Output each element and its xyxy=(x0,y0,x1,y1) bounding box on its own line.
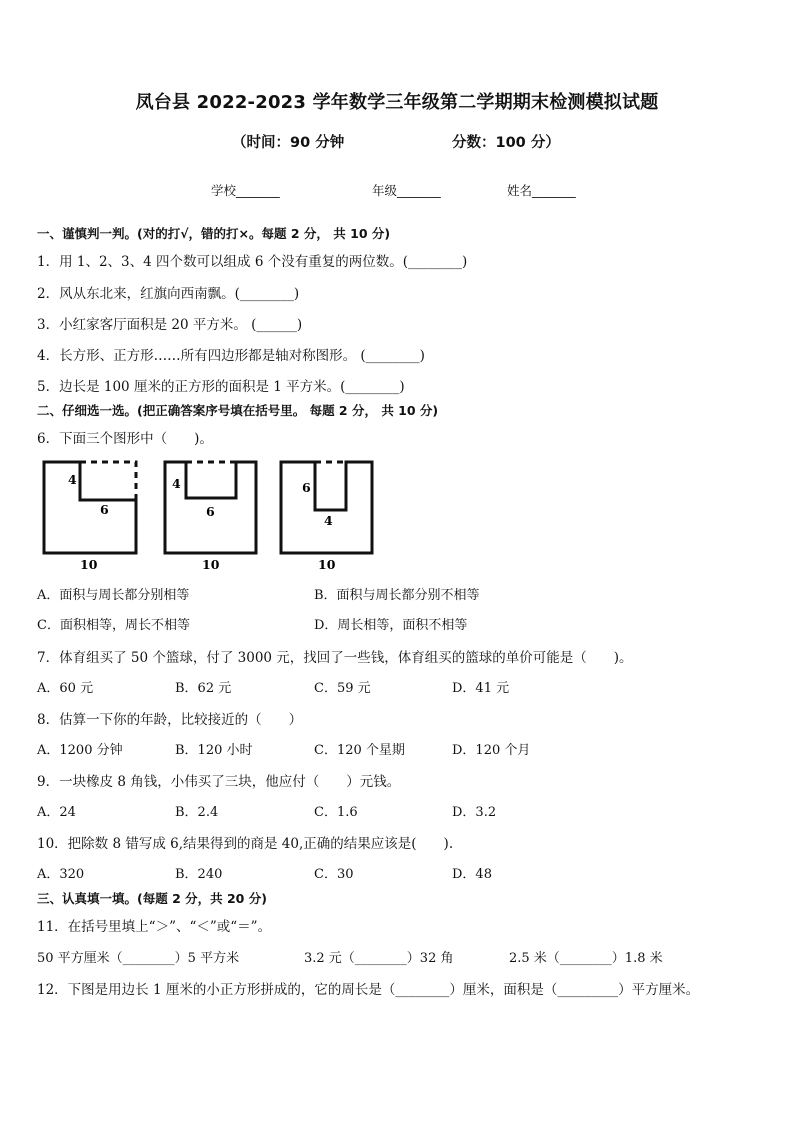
question-8-option-d: D．120 个月 xyxy=(452,743,531,758)
figure-2 xyxy=(165,462,256,572)
figure-3-side-label: 6 xyxy=(302,480,311,495)
question-10-option-a: A．320 xyxy=(37,867,85,882)
figure-1 xyxy=(44,462,136,572)
figure-1-base-label: 10 xyxy=(80,557,98,572)
question-7: 7．体育组买了 50 个篮球，付了 3000 元，找回了一些钱，体育组买的篮球的单价可能是（ )。 xyxy=(37,650,633,666)
question-6-option-d: D．周长相等，面积不相等 xyxy=(314,618,468,633)
question-6-figures xyxy=(30,455,390,575)
question-9-option-d: D．3.2 xyxy=(452,805,497,820)
question-8-option-b: B．120 小时 xyxy=(175,743,253,758)
question-4: 4．长方形、正方形……所有四边形都是轴对称图形。 (________) xyxy=(37,348,425,364)
figure-2-base-label: 10 xyxy=(202,557,220,572)
question-8-option-a: A．1200 分钟 xyxy=(37,743,123,758)
section2-heading: 二、仔细选一选。(把正确答案序号填在括号里。 每题 2 分， 共 10 分) xyxy=(37,403,439,418)
question-8: 8．估算一下你的年龄，比较接近的（ ） xyxy=(37,712,303,728)
question-9-option-c: C．1.6 xyxy=(314,805,358,820)
question-10-option-d: D．48 xyxy=(452,867,492,882)
question-11-item-3: 2.5 米（________）1.8 米 xyxy=(509,951,663,966)
question-10-option-b: B．240 xyxy=(175,867,223,882)
question-6: 6．下面三个图形中（ )。 xyxy=(37,431,213,447)
question-6-option-a: A．面积与周长都分别相等 xyxy=(37,588,190,603)
school-field: 学校_______ xyxy=(211,183,280,198)
figure-1-side-label: 4 xyxy=(68,472,77,487)
question-10: 10．把除数 8 错写成 6,结果得到的商是 40,正确的结果应该是( ). xyxy=(37,836,454,852)
question-7-option-c: C．59 元 xyxy=(314,681,371,696)
question-6-option-c: C．面积相等，周长不相等 xyxy=(37,618,190,633)
question-9-option-b: B．2.4 xyxy=(175,805,219,820)
name-field: 姓名_______ xyxy=(507,183,576,198)
section3-heading: 三、认真填一填。(每题 2 分，共 20 分) xyxy=(37,891,267,906)
question-11-item-2: 3.2 元（________）32 角 xyxy=(304,951,454,966)
question-7-option-d: D．41 元 xyxy=(452,681,510,696)
figure-3-bottom-label: 4 xyxy=(324,513,333,528)
time-label: （时间：90 分钟 xyxy=(232,135,345,151)
score-label: 分数：100 分） xyxy=(452,135,560,151)
question-11-item-1: 50 平方厘米（________）5 平方米 xyxy=(37,951,240,966)
question-2: 2．风从东北来，红旗向西南飘。(________) xyxy=(37,286,300,302)
question-3: 3．小红家客厅面积是 20 平方米。 (______) xyxy=(37,317,303,333)
figure-2-bottom-label: 6 xyxy=(206,504,215,519)
figure-1-bottom-label: 6 xyxy=(100,502,109,517)
grade-field: 年级_______ xyxy=(372,183,441,198)
question-11: 11．在括号里填上“＞”、“＜”或“＝”。 xyxy=(37,919,272,935)
question-9-option-a: A．24 xyxy=(37,805,76,820)
figure-2-side-label: 4 xyxy=(172,476,181,491)
question-6-option-b: B．面积与周长都分别不相等 xyxy=(314,588,480,603)
section1-heading: 一、谨慎判一判。(对的打√，错的打×。每题 2 分， 共 10 分) xyxy=(37,226,391,241)
question-12: 12．下图是用边长 1 厘米的小正方形拼成的，它的周长是（________）厘米，面积是（_________）平方厘米。 xyxy=(37,982,700,998)
question-7-option-a: A．60 元 xyxy=(37,681,94,696)
question-1: 1．用 1、2、3、4 四个数可以组成 6 个没有重复的两位数。(________) xyxy=(37,254,468,270)
question-5: 5．边长是 100 厘米的正方形的面积是 1 平方米。(________) xyxy=(37,379,405,395)
figure-3 xyxy=(281,462,372,572)
page-title: 凤台县 2022-2023 学年数学三年级第二学期期末检测模拟试题 xyxy=(135,92,659,113)
question-9: 9．一块橡皮 8 角钱，小伟买了三块，他应付（ ）元钱。 xyxy=(37,774,401,790)
question-10-option-c: C．30 xyxy=(314,867,354,882)
question-8-option-c: C．120 个星期 xyxy=(314,743,405,758)
question-7-option-b: B．62 元 xyxy=(175,681,232,696)
figure-3-base-label: 10 xyxy=(318,557,336,572)
